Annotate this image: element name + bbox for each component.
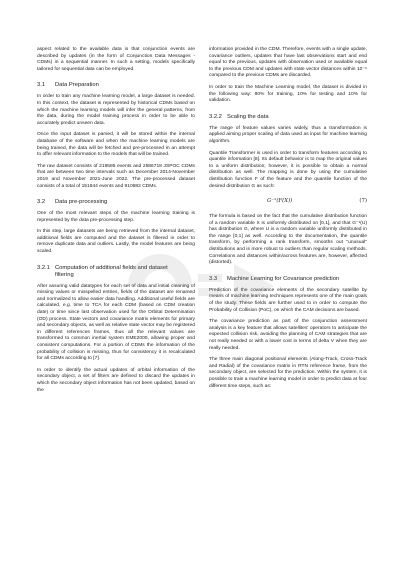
paragraph: In order to train the Machine Learning model, the dataset is divided in the following way: 80% for training, 10% for testing and 10% for validation. xyxy=(209,84,367,104)
paragraph: In order to identify the actual updates of orbital information of the secondary object, a set of filters are defined to discard the updates in which the secondary object information has not been updated, based on the xyxy=(37,367,195,393)
section-title: Machine Learning for Covariance prediction xyxy=(227,275,340,282)
paragraph: The range of feature values varies widely, thus a transformation is applied aiming proper scaling of data used as input for machine learning algorithm. xyxy=(209,125,367,144)
section-number: 3.2 xyxy=(37,199,46,206)
section-title: Data pre-processing xyxy=(55,199,108,206)
left-column xyxy=(37,47,195,399)
section-heading-3-2-1 xyxy=(37,265,195,279)
paragraph: The three main diagonal positional elements (Along-Track, Cross-Track and Radial) of the covariance matrix in RTN reference frame, from the secondary object, are selected for the prediction. Within the system, it is possible to train a machine learning model in order to predict data at four different time steps, such as: xyxy=(209,357,367,389)
section-number: 3.2.2 xyxy=(209,113,222,120)
section-heading-3-2 xyxy=(37,199,195,206)
paragraph: The covariance prediction as part of the conjunction assessment analysis is a key feature that allows satellites' operators to anticipate the expected collision risk, avoiding the planning of CAM strategies that are not really needed or with a lower cost in terms of delta V when they are really needed. xyxy=(209,319,367,351)
equation-number: (7) xyxy=(359,198,367,205)
section-heading-3-2-2 xyxy=(209,114,367,121)
section-number: 3.2.1 xyxy=(37,264,50,271)
paragraph: Quantile Transformer is used in order to transform features according to quantile information [8]. Its default behavior is to map the original values to a uniform distribution; however, it is possible to obtain a normal distribution as well. The mapping is done by using the cumulative distribution function F of the feature and the quantile function of the desired distribution G as such: xyxy=(209,150,367,189)
right-column xyxy=(209,47,367,395)
equation-expression: G⁻¹(F(X)) xyxy=(267,198,293,205)
paragraph: Prediction of the covariance elements of the secondary satellite by means of machine learning techniques represents one of the main goals of the study. These fields are further used to in order to compute the Probability of Collision (PoC), on which the CAM decisions are based. xyxy=(209,287,367,313)
paragraph: The formula is based on the fact that the cumulative distribution function of a random variable X is uniformly distributed on [0,1], and that G⁻¹(U) has distribution G, where U is a random variable uniformly distributed in the range [0,1] as well. According to the documentation, the quantile transform, by performing a rank transform, smooths out "unusual" distributions and is more robust to outliers than regular scaling methods. Correlations and distances within/across features are, however, affected (distorted). xyxy=(209,214,367,266)
paragraph: After assuring valid datatypes for each set of data and initial cleaning of missing values or misspelled entries, fields of the dataset are renamed and normalized to allow easier data handling. Additional useful fields are calculated, e.g. time to TCA for each CDM (based on CDM creation date) or time since last observation used for the Orbital Determination (OD) process. State vectors and covariance matrix elements for primary and secondary objects, as well as relative state vector may be registered in different references frames, thus all the relevant values are transformed to common inertial system EME2000, allowing proper and consistent computations. For a portion of CDMs the information of the probability of collision is missing, thus for consistency it is recalculated for all CDMs according to [7]. xyxy=(37,283,195,362)
section-heading-3-3 xyxy=(209,276,367,283)
paragraph: information provided in the CDM. Therefore, events with a single update, covariance outliers, updates that have last observations start and end equal to the previous, updates with observation used or available equal to the previous CDM and updates with state vector distances within 10⁻⁶ compared to the previous CDMs are discarded. xyxy=(209,47,367,79)
paragraph: One of the most relevant steps of the machine learning training is represented by the data pre-processing step. xyxy=(37,211,195,223)
intro-paragraph: aspect related to the available data is that conjunction events are described by updates (in the form of Conjunction Data Messages - CDMs) in a sequential manner. In such a setting, models specifically tailored for sequential data can be employed. xyxy=(37,47,195,72)
equation-7 xyxy=(209,195,367,209)
section-title: Data Preparation xyxy=(55,82,99,89)
paragraph: In this step, large datasets are being retrieved from the internal dataset, additional fields are computed and the dataset is filtered in order to remove duplicate data and outliers. Lastly, the model features are being scaled. xyxy=(37,229,195,255)
section-title: Computation of additional fields and dataset filtering xyxy=(55,264,168,278)
section-number: 3.3 xyxy=(209,275,218,282)
paragraph: Once the input dataset is parsed, it will be stored within the internal database of the software and when the machine learning models are being trained, the data will be fetched and pre-processed in an attempt to offer relevant information to the models that will be trained. xyxy=(37,132,195,158)
paragraph: The raw dataset consists of 219585 events and 2586718 JSPOC CDMs that are between two time intervals such as December 2014-November 2019 and November 2021-June 2022. The pre-processed dataset consists of a total of 151844 events and 910882 CDMs. xyxy=(37,163,195,189)
section-number: 3.1 xyxy=(37,82,46,89)
section-heading-3-1 xyxy=(37,82,195,89)
paragraph: In order to train any machine learning model, a large dataset is needed. In this context, the dataset is represented by historical CDMs based on which the machine learning models will infer the general patterns, from the data, during the model training process in order to be able to accurately predict unseen data. xyxy=(37,94,195,126)
section-title: Scaling the data xyxy=(227,113,269,120)
